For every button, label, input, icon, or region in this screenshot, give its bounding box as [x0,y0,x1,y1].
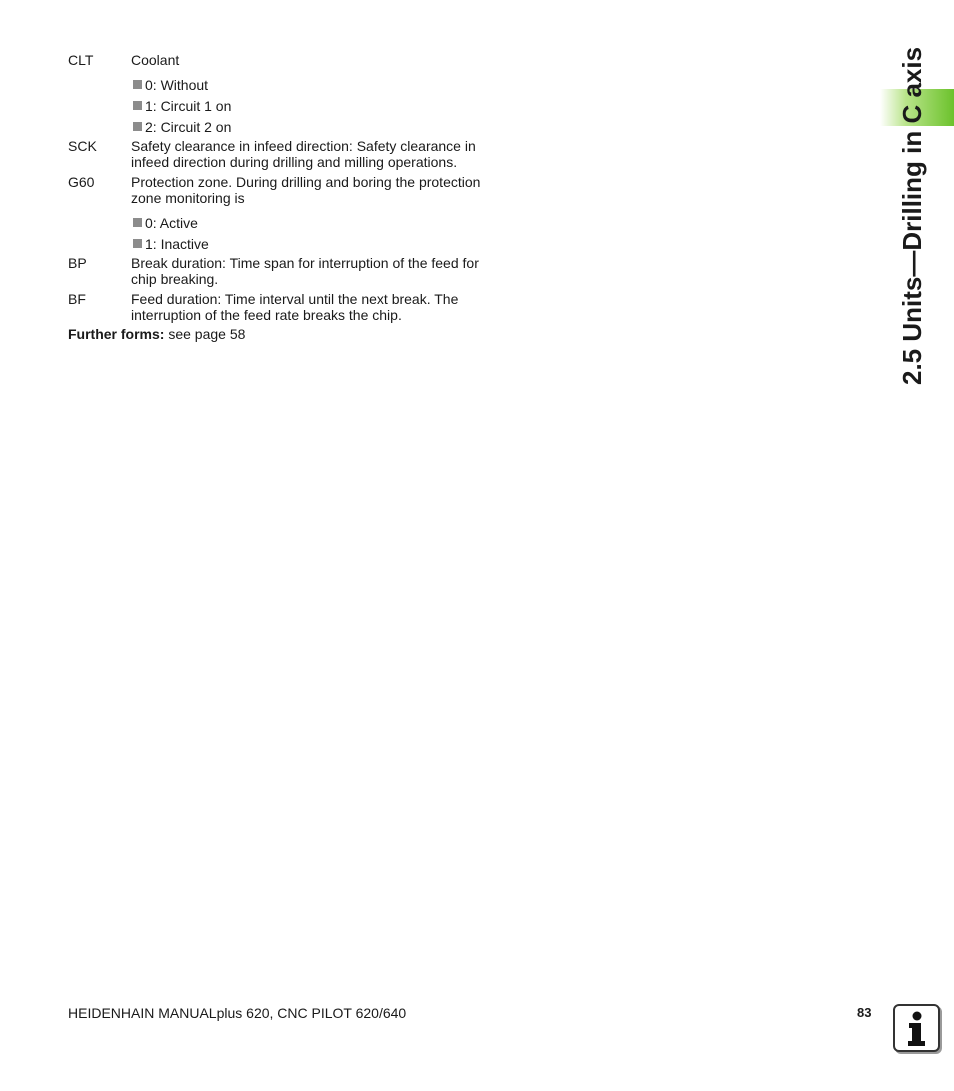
param-code-g60: G60 [68,174,95,190]
square-bullet-icon [133,101,142,110]
option-g60-0: 0: Active [133,215,198,231]
param-code-sck: SCK [68,138,97,154]
square-bullet-icon [133,122,142,131]
param-desc-bp: Break duration: Time span for interruption of the feed for chip breaking. [131,255,479,287]
square-bullet-icon [133,218,142,227]
option-coolant-2: 2: Circuit 2 on [133,119,231,135]
footer-manual-title: HEIDENHAIN MANUALplus 620, CNC PILOT 620/640 [68,1005,407,1021]
further-forms-link[interactable]: see page 58 [164,326,246,342]
page-number: 83 [857,1005,872,1020]
param-desc-bf: Feed duration: Time interval until the next break. The interruption of the feed rate breaks the chip. [131,291,459,323]
info-glyph [895,1006,938,1050]
param-code-bf: BF [68,291,86,307]
further-forms-label: Further forms: [68,326,165,342]
param-code-bp: BP [68,255,87,271]
param-desc-clt: Coolant [131,52,180,68]
further-forms [68,326,245,342]
param-desc-g60: Protection zone. During drilling and boring the protection zone monitoring is [131,174,481,206]
info-icon [893,1004,940,1052]
param-desc-sck: Safety clearance in infeed direction: Safety clearance in infeed direction during drilling and milling operations. [131,138,476,170]
square-bullet-icon [133,80,142,89]
option-coolant-0: 0: Without [133,77,208,93]
section-side-title: 2.5 Units—Drilling in C axis [897,46,927,385]
option-coolant-1: 1: Circuit 1 on [133,98,231,114]
option-g60-1: 1: Inactive [133,236,209,252]
square-bullet-icon [133,239,142,248]
param-code-clt: CLT [68,52,94,68]
